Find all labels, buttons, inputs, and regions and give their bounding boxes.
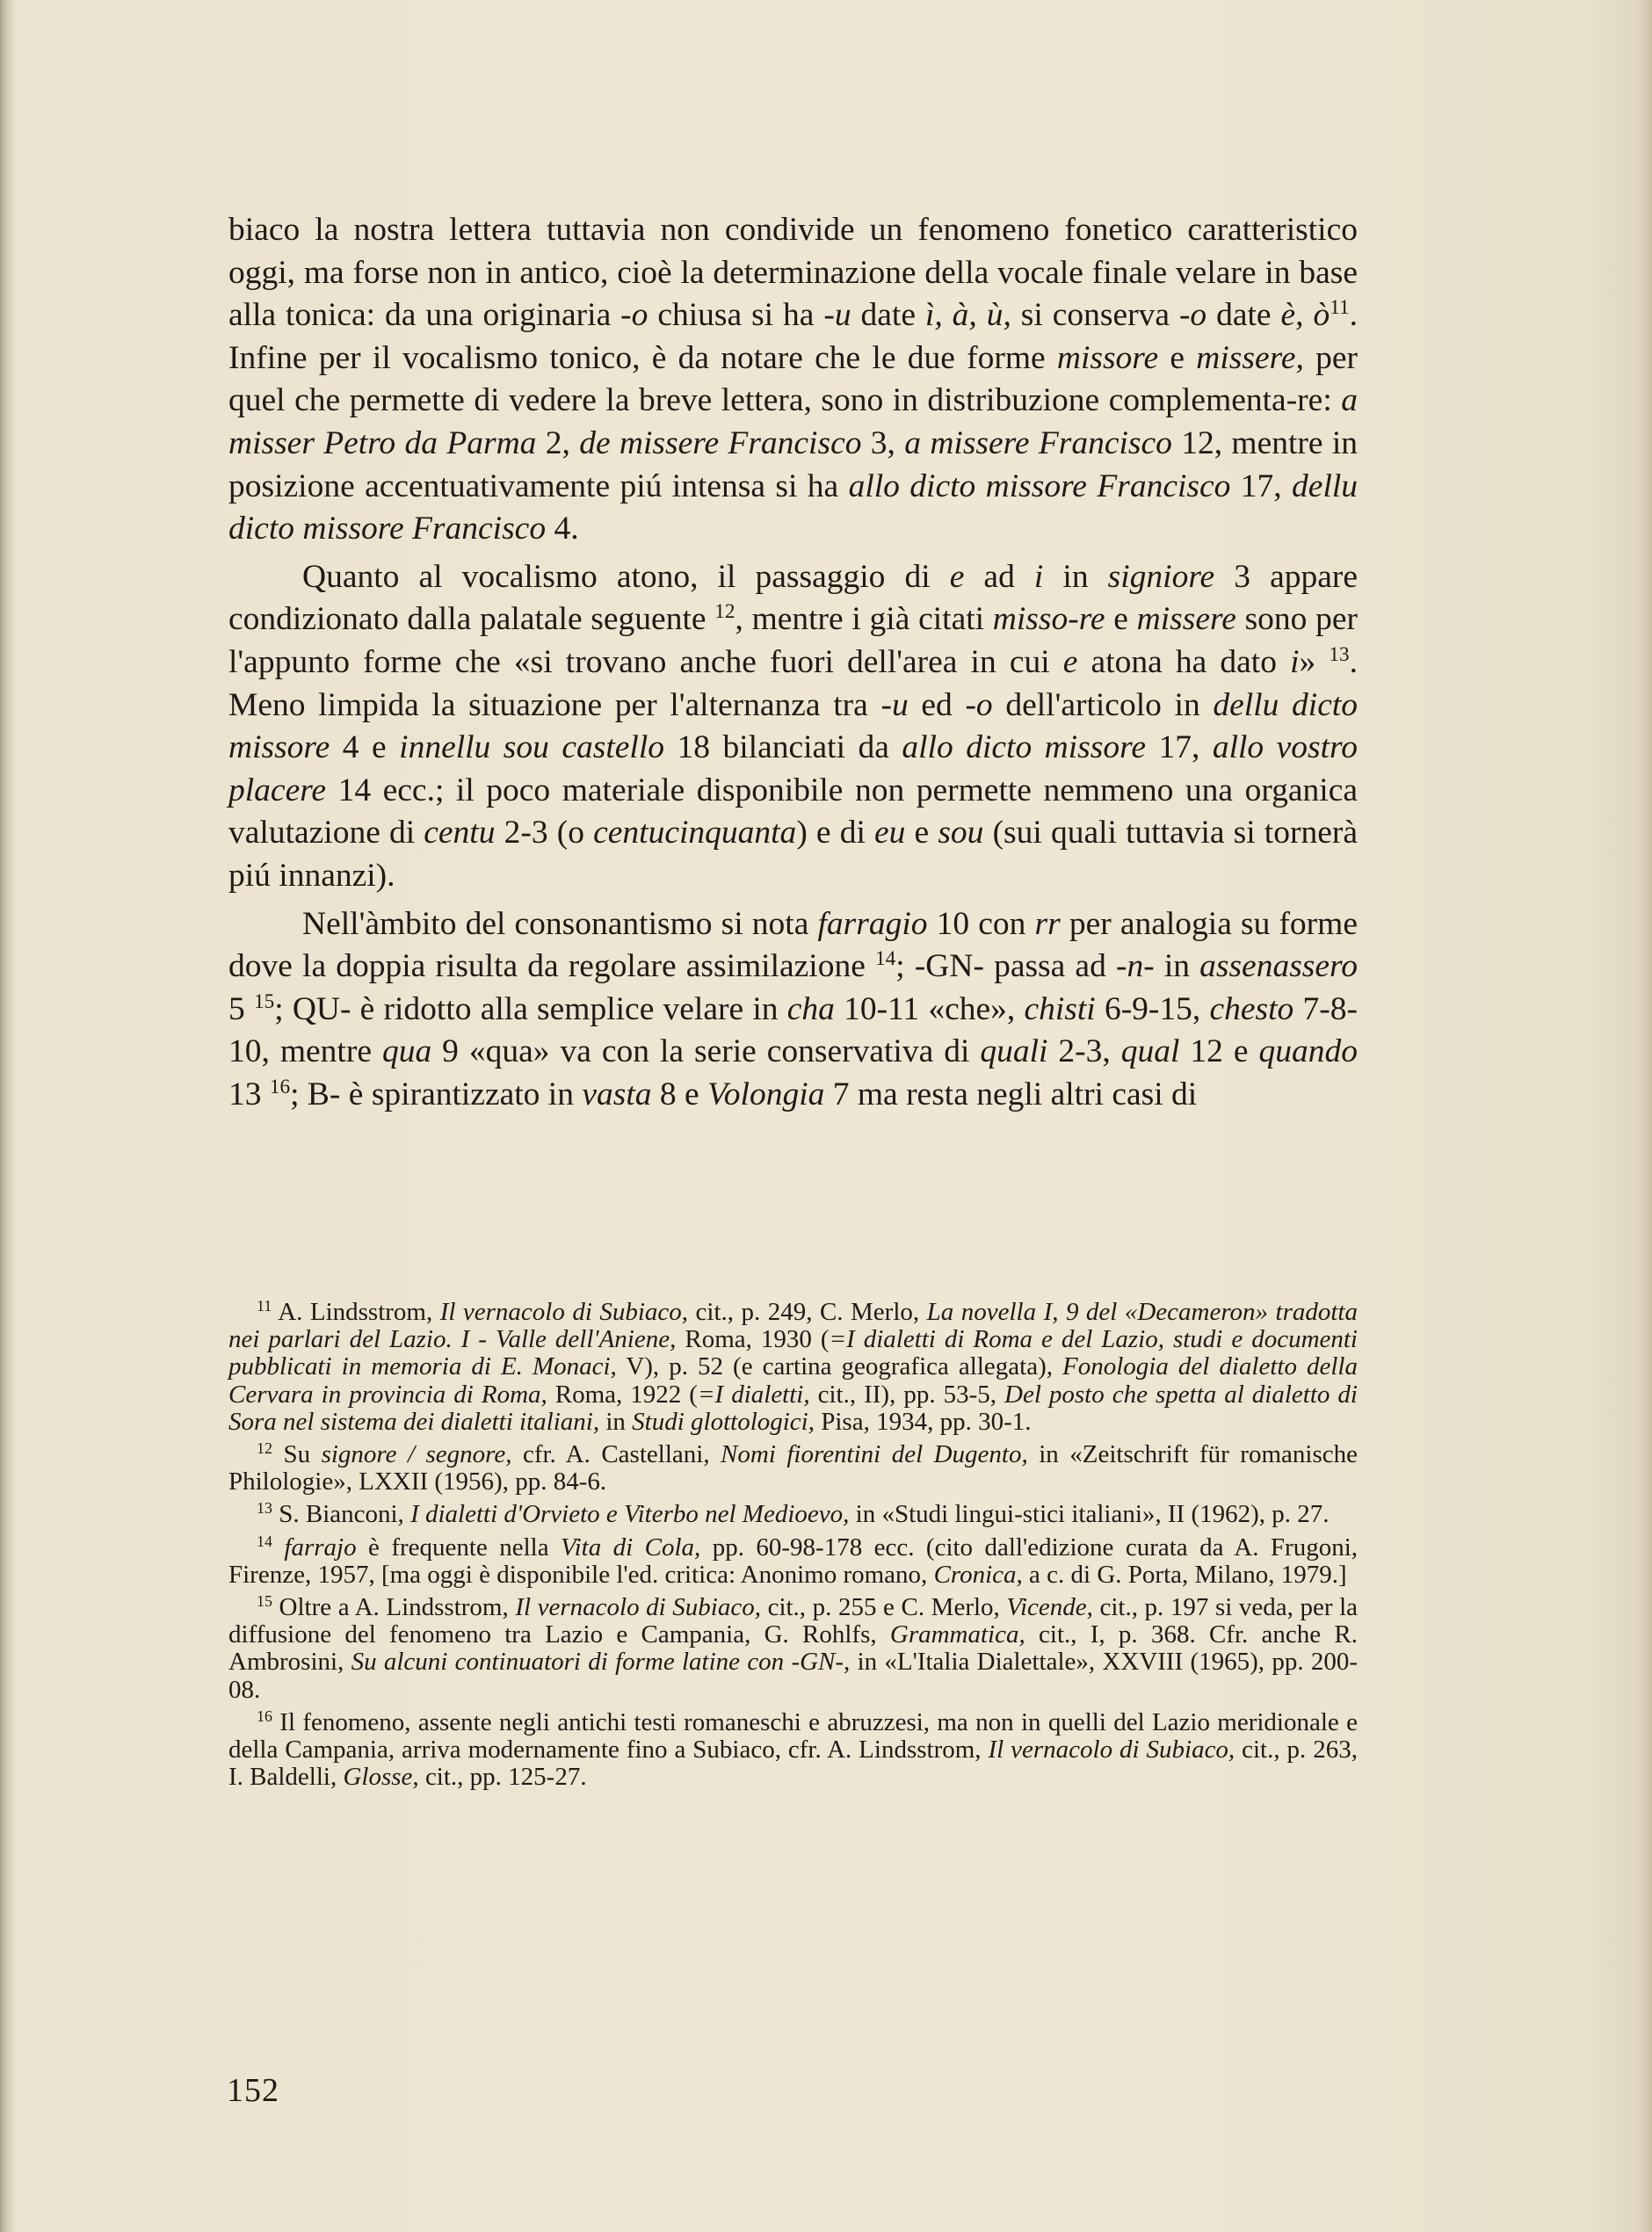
text-run: sono per l'appunto forme che «si trovano anche fuori dell'area in cui [228, 601, 1359, 680]
text-run: V), p. 52 (e cartina geografica allegata), [616, 1352, 1063, 1381]
page-edge [1633, 0, 1652, 2232]
italic-run: innellu sou castello [399, 729, 665, 766]
italic-run: missere, [1196, 339, 1304, 376]
note-ref: 13 [1329, 643, 1350, 667]
text-run: 18 bilanciati da [664, 729, 902, 766]
text-run: 5 [228, 990, 254, 1027]
note-ref: 12 [257, 1439, 272, 1458]
text-run: S. Bianconi, [272, 1500, 411, 1529]
italic-run: qual [1120, 1033, 1180, 1070]
note-ref: 12 [714, 600, 735, 624]
italic-run: eu [874, 815, 906, 851]
italic-run: qua [381, 1033, 432, 1070]
italic-run: La novella I, 9 del «Decameron» tradotta nei parlari del Lazio. I - Valle dell'Aniene, [228, 1298, 1358, 1354]
italic-run: Studi glottologici, [632, 1407, 815, 1436]
text-run: e [905, 815, 938, 851]
text-run: ) e di [796, 815, 875, 851]
italic-run: -o [965, 686, 993, 723]
italic-run: -u [823, 297, 851, 334]
note-ref: 16 [269, 1076, 291, 1099]
italic-run: -n- [1115, 948, 1155, 985]
text-run: è frequente nella [356, 1533, 562, 1562]
text-run: date [1206, 297, 1281, 334]
italic-run: sou [938, 815, 984, 851]
note-ref: 13 [257, 1499, 272, 1518]
text-run: . Meno limpida la situazione per l'alternanza tra [228, 643, 1358, 723]
italic-run: i [1033, 558, 1044, 595]
italic-run: allo dicto missore [902, 729, 1146, 766]
italic-run: e [1062, 643, 1078, 680]
italic-run: Il vernacolo di Subiaco, [988, 1736, 1235, 1765]
text-run: pp. 60-98-178 ecc. (cito dall'edizione curata da A. Frugoni, Firenze, 1957, [ma oggi è disponibile l'ed. critica: Anonimo romano, [228, 1533, 1359, 1589]
italic-run: Cronica, [933, 1560, 1023, 1589]
text-run: ; -GN- passa ad [895, 948, 1116, 985]
italic-run: Fonologia del dialetto della Cervara in provincia di Roma, [228, 1352, 1358, 1409]
italic-run: a missere Francisco [904, 424, 1172, 461]
italic-run: vasta [582, 1076, 652, 1112]
footnotes [228, 1299, 1358, 1796]
italic-run: Del posto che spetta al dialetto di Sora nel sistema dei dialetti italiani, [228, 1380, 1358, 1436]
italic-run: misso-re [992, 601, 1105, 638]
text-run: Il fenomeno, assente negli antichi testi romaneschi e abruzzesi, ma non in quelli del Lazio meridionale e della Campania, arriva modernamente fino a Subiaco, cfr. A. Lindsstrom, [228, 1707, 1358, 1765]
footnote [228, 1709, 1358, 1792]
text-run: 12 e [1179, 1033, 1259, 1070]
italic-run: centu [424, 815, 496, 851]
text-run: 2-3 (o [495, 815, 594, 851]
text-run: cit., p. 263, I. Baldelli, [228, 1736, 1358, 1792]
text-run: 8 e [651, 1076, 708, 1112]
italic-run: quali [980, 1033, 1048, 1070]
text-run: in «Zeitschrift für romanische Philologie», LXXII (1956), pp. 84-6. [228, 1440, 1358, 1496]
italic-run: i [1290, 643, 1300, 680]
italic-run: ì, à, ù, [924, 297, 1011, 334]
note-ref: 14 [875, 947, 896, 971]
text-run: 3, [861, 424, 905, 461]
text-run: 13 [228, 1076, 270, 1112]
text-run: 17, [1145, 729, 1213, 766]
note-ref: 14 [257, 1532, 272, 1550]
italic-run: allo vostro placere [228, 729, 1359, 808]
italic-run: a misser Petro da Parma [228, 382, 1358, 461]
italic-run: -o [1178, 297, 1207, 334]
text-run: Oltre a A. Lindsstrom, [272, 1593, 516, 1622]
italic-run: centucinquanta [593, 815, 797, 851]
text-run: atona ha dato [1077, 643, 1291, 680]
italic-run: farrajo [284, 1533, 357, 1562]
italic-run: allo dicto missore Francisco [848, 467, 1231, 504]
text-run: Su [272, 1440, 322, 1469]
text-run: , mentre i già citati [735, 601, 993, 638]
text-run: cit., p. 197 si veda, per la diffusione del fenomeno tra Lazio e Campania, G. Rohlfs, [228, 1593, 1359, 1649]
italic-run: =I dialetti, [697, 1380, 810, 1409]
text-run: cit., II), pp. 53-5, [809, 1380, 1004, 1409]
text-run: Roma, 1930 ( [676, 1325, 830, 1354]
italic-run: Volongia [707, 1076, 825, 1112]
italic-run: Il vernacolo di Subiaco, [515, 1593, 761, 1622]
text-run: per analogia su forme dove la doppia risulta da regolare assimilazione [228, 905, 1358, 985]
italic-run: Vicende, [1006, 1593, 1093, 1622]
italic-run: missore [1056, 339, 1159, 376]
italic-run: Grammatica, [889, 1620, 1025, 1649]
text-run: biaco la nostra lettera tuttavia non condivide un fenomeno fonetico caratteristico oggi, ma forse non in antico, cioè la determinazione della vocale finale velare in base alla tonica: da una originaria [228, 212, 1358, 334]
text-run: Pisa, 1934, pp. 30-1. [815, 1407, 1032, 1436]
text-run: Quanto al vocalismo atono, il passaggio di [302, 558, 950, 595]
italic-run: Il vernacolo di Subiaco, [439, 1298, 689, 1326]
text-run: a c. di G. Porta, Milano, 1979.] [1022, 1560, 1347, 1589]
text-run: dell'articolo in [992, 686, 1214, 723]
text-run: 7 ma resta negli altri casi di [824, 1076, 1198, 1112]
text-run: 10 con [927, 905, 1035, 942]
italic-run: signiore [1107, 558, 1215, 595]
italic-run: quando [1258, 1033, 1358, 1070]
text-run: 7-8-10, mentre [228, 990, 1358, 1070]
italic-run: I dialetti d'Orvieto e Viterbo nel Medioevo, [410, 1500, 850, 1529]
italic-run: chesto [1209, 990, 1294, 1027]
text-run: cit., p. 249, C. Merlo, [688, 1298, 927, 1326]
italic-run: Vita di Cola, [561, 1533, 701, 1562]
italic-run: Su alcuni continuatori di forme latine con -GN-, [351, 1648, 851, 1677]
italic-run: de missere Francisco [579, 424, 862, 461]
text-run: Nell'àmbito del consonantismo si nota [302, 905, 818, 942]
text-run: 10-11 «che», [834, 990, 1025, 1027]
text-run: » [1299, 643, 1330, 680]
text-run: in [1154, 948, 1200, 985]
paragraph [228, 556, 1358, 898]
page-number: 152 [227, 2072, 279, 2109]
footnote [228, 1501, 1358, 1528]
text-run: Roma, 1922 ( [547, 1380, 698, 1409]
note-ref: 11 [257, 1297, 272, 1315]
text-run: 2-3, [1047, 1033, 1121, 1070]
text-run: 9 «qua» va con la serie conservativa di [431, 1033, 981, 1070]
text-run: 17, [1230, 467, 1293, 504]
text-run: 6-9-15, [1095, 990, 1210, 1027]
text-run: cit., I, p. 368. Cfr. anche R. Ambrosini, [228, 1620, 1358, 1677]
text-run: per quel che permette di vedere la breve lettera, sono in distribuzione complementa-re: [228, 339, 1358, 419]
footnote [228, 1299, 1358, 1436]
text-run: e [1105, 601, 1137, 638]
text-run: in «Studi lingui-stici italiani», II (1962), p. 27. [849, 1500, 1330, 1529]
italic-run: è, ò [1280, 297, 1330, 334]
text-run: cfr. A. Castellani, [511, 1440, 721, 1469]
main-text [228, 209, 1358, 1116]
text-run: 4. [546, 511, 579, 547]
text-run: cit., p. 255 e C. Merlo, [760, 1593, 1007, 1622]
note-ref: 11 [1330, 296, 1350, 320]
text-run: 4 e [330, 729, 400, 766]
text-run: (sui quali tuttavia si tornerà piú innanzi). [228, 815, 1358, 894]
footnote [228, 1441, 1358, 1496]
italic-run: -u [880, 686, 909, 723]
paragraph [228, 209, 1358, 551]
italic-run: e [949, 558, 965, 595]
text-run: date [851, 297, 925, 334]
text-run: ; B- è spirantizzato in [290, 1076, 583, 1112]
footnote [228, 1594, 1358, 1704]
italic-run: cha [786, 990, 835, 1027]
italic-run: farragio [817, 905, 928, 942]
text-run: si conserva [1011, 297, 1179, 334]
italic-run: =I dialetti di Roma e del Lazio, studi e documenti pubblicati in memoria di E. Monaci, [228, 1325, 1358, 1381]
italic-run: rr [1034, 905, 1061, 942]
text-run: e [1158, 339, 1197, 376]
text-run: ad [964, 558, 1034, 595]
italic-run: chisti [1024, 990, 1096, 1027]
text-run: 12, mentre in posizione accentuativamente piú intensa si ha [228, 424, 1359, 504]
text-run: ed [908, 686, 966, 723]
text-run: 3 appare condizionato dalla palatale seguente [228, 558, 1359, 638]
text-run: in «L'Italia Dialettale», XXVIII (1965), pp. 200-08. [228, 1648, 1358, 1704]
text-run: in [599, 1407, 633, 1436]
italic-run: signore / segnore, [321, 1440, 512, 1469]
note-ref: 16 [257, 1707, 272, 1725]
text-run: . Infine per il vocalismo tonico, è da notare che le due forme [228, 297, 1358, 376]
italic-run: dellu dicto missore Francisco [228, 467, 1359, 547]
text-run: chiusa si ha [648, 297, 824, 334]
footnote [228, 1534, 1358, 1589]
text-run [272, 1533, 284, 1562]
text-run: A. Lindsstrom, [272, 1298, 440, 1326]
italic-run: dellu dicto missore [228, 686, 1359, 766]
note-ref: 15 [257, 1592, 272, 1611]
italic-run: Nomi fiorentini del Dugento, [721, 1440, 1028, 1469]
italic-run: assenassero [1199, 948, 1358, 985]
text-run: cit., pp. 125-27. [418, 1763, 587, 1792]
italic-run: Glosse, [343, 1763, 419, 1792]
italic-run: missere [1136, 601, 1236, 638]
text-run: ; QU- è ridotto alla semplice velare in [274, 990, 787, 1027]
note-ref: 15 [253, 989, 275, 1013]
text-run: 14 ecc.; il poco materiale disponibile non permette nemmeno una organica valutazione di [228, 772, 1358, 851]
italic-run: -o [620, 297, 648, 334]
text-run: 2, [536, 424, 580, 461]
paragraph [228, 903, 1358, 1117]
text-run: in [1043, 558, 1108, 595]
